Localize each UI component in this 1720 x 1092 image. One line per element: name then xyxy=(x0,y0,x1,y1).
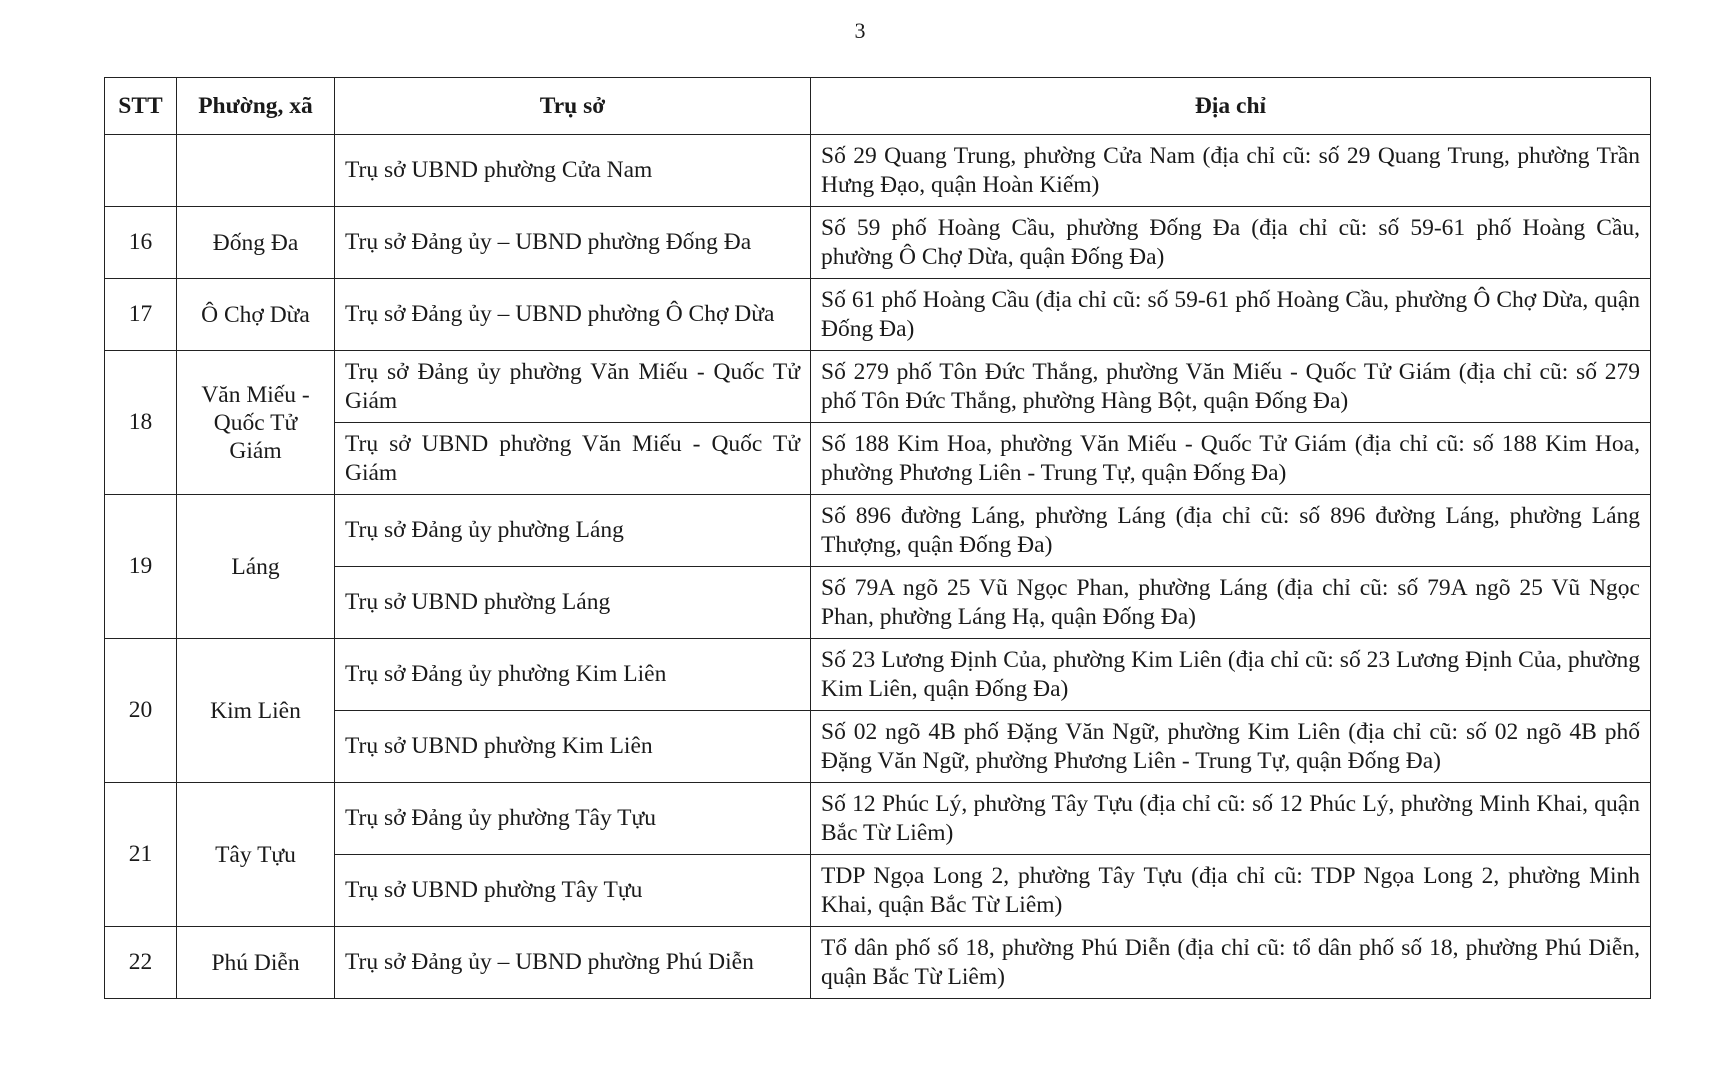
row-office: Trụ sở Đảng ủy – UBND phường Phú Diễn xyxy=(335,927,811,999)
row-office: Trụ sở Đảng ủy – UBND phường Ô Chợ Dừa xyxy=(335,279,811,351)
header-ward: Phường, xã xyxy=(177,78,335,135)
table-row xyxy=(105,279,1651,351)
row-ward xyxy=(177,135,335,207)
row-ward: Văn Miếu - Quốc Tử Giám xyxy=(177,351,335,495)
row-office: Trụ sở UBND phường Láng xyxy=(335,567,811,639)
row-ward: Láng xyxy=(177,495,335,639)
ward-office-table xyxy=(104,77,1651,999)
header-stt: STT xyxy=(105,78,177,135)
row-ward: Ô Chợ Dừa xyxy=(177,279,335,351)
row-stt: 18 xyxy=(105,351,177,495)
table-header-row xyxy=(105,78,1651,135)
table-row xyxy=(105,855,1651,927)
row-address: TDP Ngọa Long 2, phường Tây Tựu (địa chỉ cũ: TDP Ngọa Long 2, phường Minh Khai, quận Bắc Từ Liêm) xyxy=(811,855,1651,927)
row-address: Số 79A ngõ 25 Vũ Ngọc Phan, phường Láng (địa chỉ cũ: số 79A ngõ 25 Vũ Ngọc Phan, phường Láng Hạ, quận Đống Đa) xyxy=(811,567,1651,639)
row-office: Trụ sở Đảng ủy phường Văn Miếu - Quốc Tử Giám xyxy=(335,351,811,423)
row-office: Trụ sở UBND phường Cửa Nam xyxy=(335,135,811,207)
table-row xyxy=(105,207,1651,279)
page-number: 3 xyxy=(854,18,866,43)
row-office: Trụ sở Đảng ủy phường Kim Liên xyxy=(335,639,811,711)
table-row xyxy=(105,495,1651,567)
table-row xyxy=(105,927,1651,999)
row-office: Trụ sở UBND phường Văn Miếu - Quốc Tử Giám xyxy=(335,423,811,495)
row-address: Số 12 Phúc Lý, phường Tây Tựu (địa chỉ cũ: số 12 Phúc Lý, phường Minh Khai, quận Bắc Từ Liêm) xyxy=(811,783,1651,855)
row-office: Trụ sở UBND phường Tây Tựu xyxy=(335,855,811,927)
table-row xyxy=(105,639,1651,711)
row-address: Số 23 Lương Định Của, phường Kim Liên (địa chỉ cũ: số 23 Lương Định Của, phường Kim Liên, quận Đống Đa) xyxy=(811,639,1651,711)
table-row xyxy=(105,783,1651,855)
table-row xyxy=(105,567,1651,639)
row-ward: Đống Đa xyxy=(177,207,335,279)
row-stt: 21 xyxy=(105,783,177,927)
header-address: Địa chỉ xyxy=(811,78,1651,135)
row-address: Số 61 phố Hoàng Cầu (địa chỉ cũ: số 59-61 phố Hoàng Cầu, phường Ô Chợ Dừa, quận Đống Đa) xyxy=(811,279,1651,351)
row-address: Số 59 phố Hoàng Cầu, phường Đống Đa (địa chỉ cũ: số 59-61 phố Hoàng Cầu, phường Ô Chợ Dừa, quận Đống Đa) xyxy=(811,207,1651,279)
row-ward: Tây Tựu xyxy=(177,783,335,927)
row-office: Trụ sở Đảng ủy phường Tây Tựu xyxy=(335,783,811,855)
row-address: Số 279 phố Tôn Đức Thắng, phường Văn Miếu - Quốc Tử Giám (địa chỉ cũ: số 279 phố Tôn Đức Thắng, phường Hàng Bột, quận Đống Đa) xyxy=(811,351,1651,423)
row-address: Số 02 ngõ 4B phố Đặng Văn Ngữ, phường Kim Liên (địa chỉ cũ: số 02 ngõ 4B phố Đặng Văn Ngữ, phường Phương Liên - Trung Tự, quận Đống Đa) xyxy=(811,711,1651,783)
row-ward: Kim Liên xyxy=(177,639,335,783)
row-office: Trụ sở Đảng ủy – UBND phường Đống Đa xyxy=(335,207,811,279)
row-address: Số 29 Quang Trung, phường Cửa Nam (địa chỉ cũ: số 29 Quang Trung, phường Trần Hưng Đạo, quận Hoàn Kiếm) xyxy=(811,135,1651,207)
row-stt: 22 xyxy=(105,927,177,999)
table-row xyxy=(105,351,1651,423)
table-row xyxy=(105,423,1651,495)
row-office: Trụ sở UBND phường Kim Liên xyxy=(335,711,811,783)
row-address: Tổ dân phố số 18, phường Phú Diễn (địa chỉ cũ: tổ dân phố số 18, phường Phú Diễn, quận Bắc Từ Liêm) xyxy=(811,927,1651,999)
header-office: Trụ sở xyxy=(335,78,811,135)
row-ward: Phú Diễn xyxy=(177,927,335,999)
row-stt xyxy=(105,135,177,207)
row-stt: 20 xyxy=(105,639,177,783)
row-stt: 17 xyxy=(105,279,177,351)
row-office: Trụ sở Đảng ủy phường Láng xyxy=(335,495,811,567)
row-address: Số 188 Kim Hoa, phường Văn Miếu - Quốc Tử Giám (địa chỉ cũ: số 188 Kim Hoa, phường Phương Liên - Trung Tự, quận Đống Đa) xyxy=(811,423,1651,495)
table-row xyxy=(105,135,1651,207)
row-address: Số 896 đường Láng, phường Láng (địa chỉ cũ: số 896 đường Láng, phường Láng Thượng, quận Đống Đa) xyxy=(811,495,1651,567)
row-stt: 16 xyxy=(105,207,177,279)
table-row xyxy=(105,711,1651,783)
row-stt: 19 xyxy=(105,495,177,639)
